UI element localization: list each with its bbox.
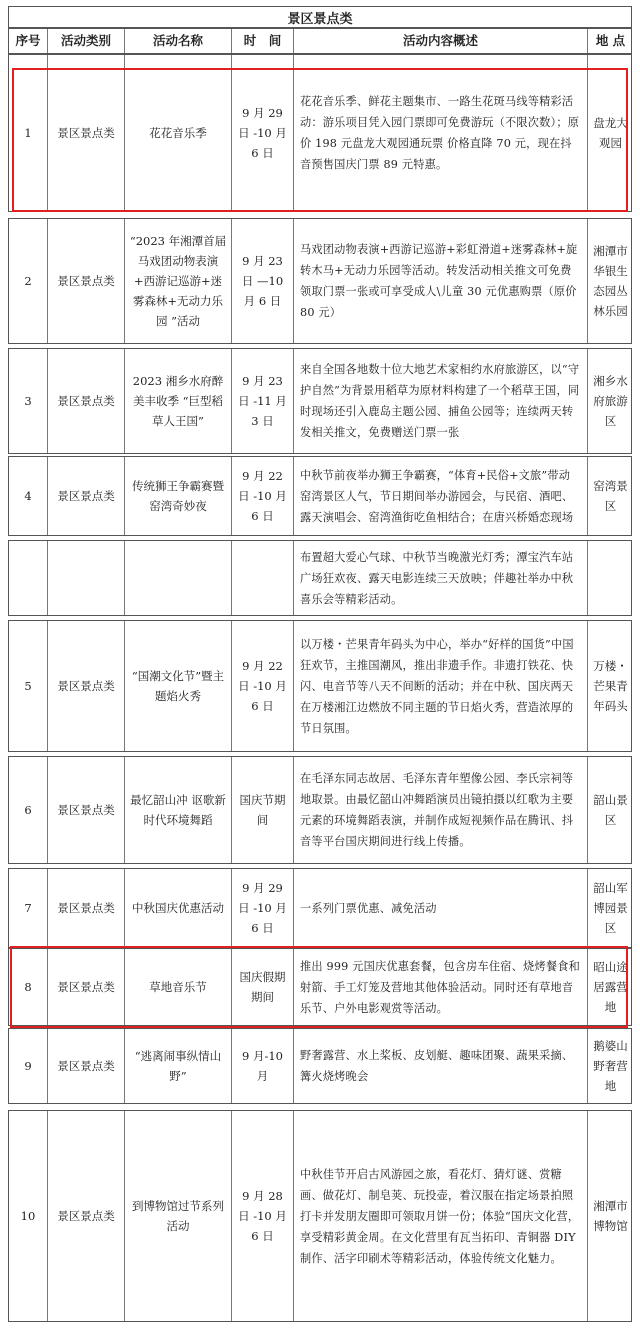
row-location: 鹅婆山野奢营地 bbox=[587, 1029, 633, 1103]
row-summary: 在毛泽东同志故居、毛泽东青年塑像公园、李氏宗祠等地取景。由最忆韶山冲舞蹈演员出镜拍摄以红歌为主要元素的环境舞蹈表演，并制作成短视频作品在腾讯、抖音等平台国庆期间进行线上传播。 bbox=[293, 757, 587, 863]
table-title: 景区景点类 bbox=[8, 6, 632, 28]
row-time: 9 月-10 月 bbox=[231, 1029, 293, 1103]
row-category: 景区景点类 bbox=[47, 621, 124, 751]
row-name: 中秋国庆优惠活动 bbox=[124, 869, 231, 947]
row-summary: 布置超大爱心气球、中秋节当晚激光灯秀；潭宝汽车站广场狂欢夜、露天电影连续三天放映；伴趣社举办中秋喜乐会等精彩活动。 bbox=[293, 541, 587, 615]
row-category: 景区景点类 bbox=[47, 219, 124, 343]
table-row bbox=[8, 1028, 632, 1104]
row-location: 窑湾景区 bbox=[587, 457, 633, 535]
row-location: 湘潭市华银生态园丛林乐园 bbox=[587, 219, 633, 343]
row-location: 韶山景区 bbox=[587, 757, 633, 863]
row-name: 2023 湘乡水府醉美丰收季 “巨型稻草人王国” bbox=[124, 349, 231, 453]
row-time: 9 月 29 日 -10 月 6 日 bbox=[231, 55, 293, 211]
row-summary: 一系列门票优惠、减免活动 bbox=[293, 869, 587, 947]
row-category: 景区景点类 bbox=[47, 1029, 124, 1103]
row-time: 9 月 22 日 -10 月 6 日 bbox=[231, 621, 293, 751]
header-category: 活动类别 bbox=[47, 29, 124, 53]
table-row bbox=[8, 1110, 632, 1322]
row-summary: 推出 999 元国庆优惠套餐，包含房车住宿、烧烤餐食和射箭、手工灯笼及营地其他体验活动。同时还有草地音乐节、户外电影观赏等活动。 bbox=[293, 949, 587, 1025]
row-no: 5 bbox=[24, 679, 32, 693]
row-time: 9 月 22 日 -10 月 6 日 bbox=[231, 457, 293, 535]
row-category: 景区景点类 bbox=[47, 757, 124, 863]
row-location bbox=[587, 541, 633, 615]
row-location: 韶山军博园景区 bbox=[587, 869, 633, 947]
row-location: 昭山途居露营地 bbox=[587, 949, 633, 1025]
table-row bbox=[8, 456, 632, 536]
row-summary: 野奢露营、水上桨板、皮划艇、趣味团聚、蔬果采摘、篝火烧烤晚会 bbox=[293, 1029, 587, 1103]
row-no: 7 bbox=[24, 901, 32, 915]
table-row bbox=[8, 54, 632, 212]
row-no: 2 bbox=[24, 274, 32, 288]
row-no: 8 bbox=[24, 980, 32, 994]
row-name: “2023 年湘潭首届马戏团动物表演+西游记巡游+迷雾森林+无动力乐园 ”活动 bbox=[124, 219, 231, 343]
row-no: 9 bbox=[24, 1059, 32, 1073]
row-time: 国庆假期期间 bbox=[231, 949, 293, 1025]
row-category: 景区景点类 bbox=[47, 1111, 124, 1321]
row-category bbox=[47, 541, 124, 615]
row-category: 景区景点类 bbox=[47, 55, 124, 211]
header-location: 地 点 bbox=[587, 29, 633, 53]
row-no: 1 bbox=[24, 126, 32, 140]
row-time: 9 月 23 日 —10 月 6 日 bbox=[231, 219, 293, 343]
row-summary: 花花音乐季、鲜花主题集市、一路生花斑马线等精彩活动：游乐项目凭入园门票即可免费游玩（不限次数）；原价 198 元盘龙大观园通玩票 价格直降 70 元，现在抖音预售国庆门票 89 元特惠。 bbox=[293, 55, 587, 211]
row-location: 万楼・芒果青年码头 bbox=[587, 621, 633, 751]
row-location: 湘潭市博物馆 bbox=[587, 1111, 633, 1321]
row-location: 盘龙大观园 bbox=[587, 55, 633, 211]
row-name: 草地音乐节 bbox=[124, 949, 231, 1025]
row-summary: 来自全国各地数十位大地艺术家相约水府旅游区，以“守护自然”为背景用稻草为原材料构建了一个稻草王国，同时现场还引入鹿岛主题公园、捕鱼公园等；连续两天转发相关推文，免费赠送门票一张 bbox=[293, 349, 587, 453]
table-row bbox=[8, 348, 632, 454]
table-row bbox=[8, 868, 632, 948]
table-row bbox=[8, 948, 632, 1026]
row-name bbox=[124, 541, 231, 615]
row-category: 景区景点类 bbox=[47, 349, 124, 453]
row-summary: 中秋节前夜举办狮王争霸赛，“体育+民俗+文旅”带动窑湾景区人气，节日期间举办游园会，与民宿、酒吧、露天演唱会、窑湾渔街吃鱼相结合；在唐兴桥婚恋现场 bbox=[293, 457, 587, 535]
row-no: 6 bbox=[24, 803, 32, 817]
row-summary: 以万楼・芒果青年码头为中心，举办“好样的国货”中国狂欢节，主推国潮风，推出非遗手作。非遗打铁花、快闪、电音节等八天不间断的活动；并在中秋、国庆两天在万楼湘江边燃放不同主题的节日焰火秀，营造浓厚的节日氛围。 bbox=[293, 621, 587, 751]
row-time bbox=[231, 541, 293, 615]
header-name: 活动名称 bbox=[124, 29, 231, 53]
table-row-continuation bbox=[8, 540, 632, 616]
row-name: “逃离闹事纵情山野” bbox=[124, 1029, 231, 1103]
row-summary: 马戏团动物表演+西游记巡游+彩虹滑道+迷雾森林+旋转木马+无动力乐园等活动。转发活动相关推文可免费领取门票一张或可享受成人\儿童 30 元优惠购票（原价 80 元） bbox=[293, 219, 587, 343]
row-time: 国庆节期间 bbox=[231, 757, 293, 863]
row-summary: 中秋佳节开启古风游园之旅，看花灯、猜灯谜、赏糖画、做花灯、制皂荚、玩投壶，着汉服在指定场景拍照打卡并发朋友圈即可领取月饼一份；体验“国庆文化营，享受精彩黄金周。在文化营里有瓦当拓印、青铜器 DIY 制作、活字印刷术等精彩活动，体验传统文化魅力。 bbox=[293, 1111, 587, 1321]
row-time: 9 月 23 日 -11 月 3 日 bbox=[231, 349, 293, 453]
row-no: 10 bbox=[20, 1209, 36, 1223]
header-time: 时 间 bbox=[231, 29, 293, 53]
row-time: 9 月 28 日 -10 月 6 日 bbox=[231, 1111, 293, 1321]
row-no bbox=[9, 541, 47, 615]
row-no: 3 bbox=[24, 394, 32, 408]
row-name: “国潮文化节”暨主题焰火秀 bbox=[124, 621, 231, 751]
row-category: 景区景点类 bbox=[47, 949, 124, 1025]
row-name: 最忆韶山冲 讴歌新时代环境舞蹈 bbox=[124, 757, 231, 863]
table-row bbox=[8, 756, 632, 864]
table-header-row bbox=[8, 28, 632, 54]
row-name: 花花音乐季 bbox=[124, 55, 231, 211]
header-no: 序号 bbox=[15, 33, 41, 48]
row-no: 4 bbox=[24, 489, 32, 503]
table-row bbox=[8, 218, 632, 344]
row-location: 湘乡水府旅游区 bbox=[587, 349, 633, 453]
row-name: 到博物馆过节系列活动 bbox=[124, 1111, 231, 1321]
table-row bbox=[8, 620, 632, 752]
row-name: 传统狮王争霸赛暨窑湾奇妙夜 bbox=[124, 457, 231, 535]
header-summary: 活动内容概述 bbox=[293, 29, 587, 53]
row-time: 9 月 29 日 -10 月 6 日 bbox=[231, 869, 293, 947]
row-category: 景区景点类 bbox=[47, 869, 124, 947]
row-category: 景区景点类 bbox=[47, 457, 124, 535]
